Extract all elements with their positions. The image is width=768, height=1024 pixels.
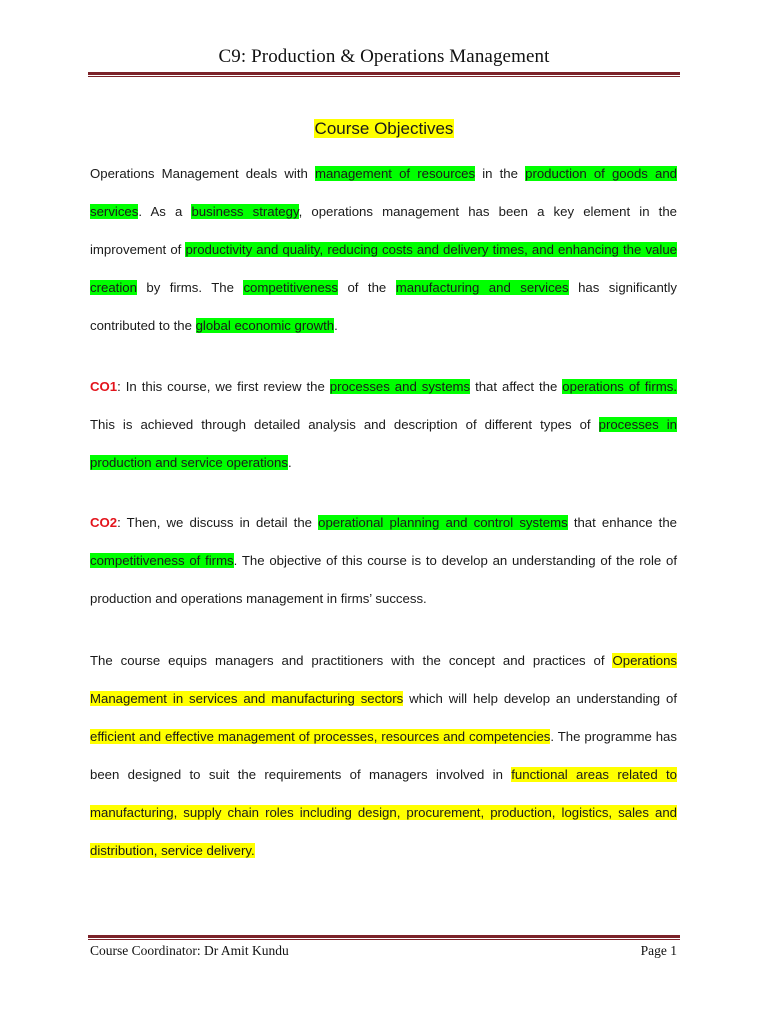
intro-text-8: . bbox=[334, 318, 338, 333]
document-heading: Course Objectives bbox=[314, 119, 454, 138]
closing-text-2: which will help develop an understanding of bbox=[403, 691, 678, 706]
co2-paragraph bbox=[90, 504, 677, 618]
document-heading-wrap bbox=[0, 119, 768, 139]
footer-page-number: Page 1 bbox=[640, 943, 677, 958]
closing-highlight-1: Operations Management in services and manufacturing sectors bbox=[90, 653, 677, 706]
co1-paragraph bbox=[90, 368, 677, 482]
header-rule-thick bbox=[88, 72, 680, 75]
co2-text-3: . The objective of this course is to develop an understanding of the role of production and operations management in firms’ success. bbox=[90, 553, 677, 606]
footer-rule-thin bbox=[88, 939, 680, 940]
intro-text-3: . As a bbox=[138, 204, 192, 219]
co1-highlight-2: operations of firms. bbox=[562, 379, 678, 394]
co1-highlight-3: processes in production and service operations bbox=[90, 417, 677, 470]
co1-label: CO1 bbox=[90, 379, 118, 394]
intro-text-4: , operations management has been a key element in the improvement of bbox=[90, 204, 677, 257]
co1-text-3: This is achieved through detailed analysis and description of different types of bbox=[90, 417, 599, 432]
closing-highlight-2: efficient and effective management of processes, resources and competencies bbox=[90, 729, 551, 744]
co2-text-1: : Then, we discuss in detail the bbox=[117, 515, 319, 530]
intro-highlight-2: production of goods and services bbox=[90, 166, 678, 219]
co1-text-1: : In this course, we first review the bbox=[117, 379, 330, 394]
closing-paragraph bbox=[90, 642, 677, 870]
co2-text-2: that enhance the bbox=[567, 515, 677, 530]
intro-highlight-3: business strategy bbox=[191, 204, 299, 219]
closing-text-3: . The programme has been designed to suit the requirements of managers involved in bbox=[90, 729, 677, 782]
footer-coordinator: Course Coordinator: Dr Amit Kundu bbox=[90, 943, 289, 958]
intro-text-5: by firms. The bbox=[136, 280, 244, 295]
co1-text-4: . bbox=[287, 455, 292, 470]
co2-highlight-2: competitiveness of firms bbox=[90, 553, 234, 568]
intro-text-2: in the bbox=[475, 166, 526, 181]
intro-highlight-1: management of resources bbox=[314, 166, 476, 181]
intro-highlight-5: competitiveness bbox=[243, 280, 338, 295]
header-rule-thin bbox=[88, 76, 680, 77]
closing-text-1: The course equips managers and practitioners with the concept and practices of bbox=[90, 653, 613, 668]
intro-text-1: Operations Management deals with bbox=[90, 166, 315, 181]
intro-highlight-6: manufacturing and services bbox=[395, 280, 569, 295]
footer-rule-thick bbox=[88, 935, 680, 938]
intro-paragraph bbox=[90, 155, 677, 345]
intro-highlight-7: global economic growth bbox=[195, 318, 335, 333]
closing-highlight-3: functional areas related to manufacturing, supply chain roles including design, procurement, production, logistics, sales and distribution, service delivery. bbox=[90, 767, 677, 858]
intro-highlight-4: productivity and quality, reducing costs and delivery times, and enhancing the value creation bbox=[90, 242, 677, 295]
co1-highlight-1: processes and systems bbox=[329, 379, 471, 394]
intro-text-6: of the bbox=[338, 280, 396, 295]
intro-text-7: has significantly contributed to the bbox=[90, 280, 677, 333]
co2-highlight-1: operational planning and control systems bbox=[318, 515, 568, 530]
co2-label: CO2 bbox=[90, 515, 118, 530]
co1-text-2: that affect the bbox=[470, 379, 563, 394]
page-header-title: C9: Production & Operations Management bbox=[218, 46, 550, 67]
